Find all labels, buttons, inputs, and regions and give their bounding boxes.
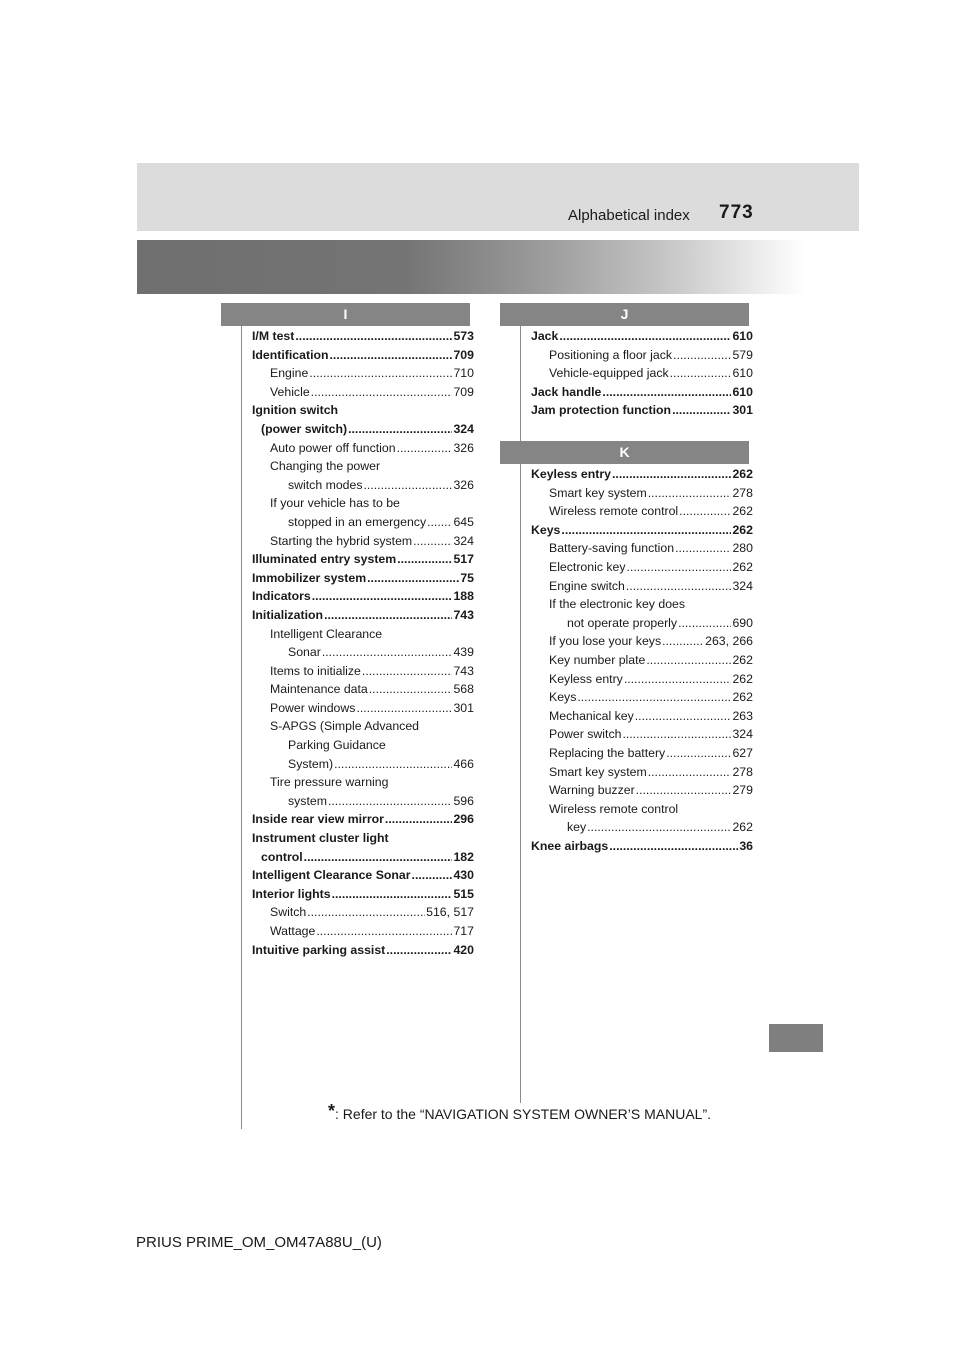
document-code: PRIUS PRIME_OM_OM47A88U_(U) [136,1234,382,1251]
column-rule-left [241,303,242,1129]
footnote [328,1101,711,1122]
index-subentry: Electronic key ..... 262 [531,558,753,577]
index-subentry: If you lose your keys ..... 263, 266 [531,632,753,651]
index-subentry-heading: S-APGS (Simple Advanced [270,719,419,734]
index-subentry: Wattage ..... 717 [252,922,474,941]
index-subentry-heading: Changing the power [270,459,381,474]
index-subentry-heading: Tire pressure warning [270,775,389,790]
section-header-i: I [221,303,470,326]
index-entry: Identification ..... 709 [252,346,474,365]
section-tab-marker [769,1024,823,1052]
index-subentry: Sonar ..... 439 [252,643,474,662]
index-entry: Keys ..... 262 [531,521,753,540]
index-entry: Jack ..... 610 [531,327,753,346]
index-entry: I/M test ..... 573 [252,327,474,346]
index-subentry-heading: Intelligent Clearance [270,626,383,641]
page-number: 773 [719,202,754,223]
index-subentry: Engine switch ..... 324 [531,577,753,596]
index-subentry: system ..... 596 [252,792,474,811]
index-entry: Jack handle ..... 610 [531,383,753,402]
index-subentry: Replacing the battery ..... 627 [531,744,753,763]
index-entry: Keyless entry ..... 262 [531,465,753,484]
index-subentry: Engine ..... 710 [252,364,474,383]
index-subentry: Key number plate ..... 262 [531,651,753,670]
index-subentry: Keyless entry ..... 262 [531,670,753,689]
index-subentry: Smart key system ..... 278 [531,763,753,782]
index-subentry: Positioning a floor jack ..... 579 [531,346,753,365]
header-gradient-band [137,240,805,294]
index-entry: Intuitive parking assist ..... 420 [252,941,474,960]
index-subentry: Warning buzzer ..... 279 [531,781,753,800]
index-column-i [252,327,474,959]
index-subentry: System) ..... 466 [252,755,474,774]
index-entry: Knee airbags ..... 36 [531,837,753,856]
index-entry: control ..... 182 [252,848,474,867]
footnote-star: * [328,1101,336,1121]
index-subentry: switch modes ..... 326 [252,476,474,495]
index-subentry: Items to initialize ..... 743 [252,662,474,681]
index-subentry: Auto power off function ..... 326 [252,439,474,458]
index-column-k [531,465,753,855]
index-column-j [531,327,753,420]
index-subentry-heading: Parking Guidance [288,738,386,753]
index-subentry: stopped in an emergency ..... 645 [252,513,474,532]
index-subentry: Battery-saving function ..... 280 [531,539,753,558]
index-subentry: Keys ..... 262 [531,688,753,707]
index-entry: Illuminated entry system ..... 517 [252,550,474,569]
footnote-text: : Refer to the “NAVIGATION SYSTEM OWNER’S MANUAL”. [335,1106,712,1122]
index-entry-heading: Ignition switch [252,403,339,418]
index-subentry: Maintenance data ..... 568 [252,680,474,699]
index-entry: Inside rear view mirror ..... 296 [252,810,474,829]
index-subentry-heading: If the electronic key does [549,597,686,612]
index-entry: Indicators ..... 188 [252,587,474,606]
index-entry: Initialization ..... 743 [252,606,474,625]
index-subentry-heading: If your vehicle has to be [270,496,400,511]
index-entry: Intelligent Clearance Sonar ..... 430 [252,866,474,885]
index-entry: Jam protection function ..... 301 [531,401,753,420]
index-subentry: Smart key system ..... 278 [531,484,753,503]
index-entry: Immobilizer system ..... 75 [252,569,474,588]
index-subentry: Vehicle ..... 709 [252,383,474,402]
index-entry: (power switch) ..... 324 [252,420,474,439]
index-subentry: not operate properly ..... 690 [531,614,753,633]
index-subentry: Power windows ..... 301 [252,699,474,718]
index-subentry: Switch ..... 516, 517 [252,903,474,922]
header-title: Alphabetical index [568,207,690,224]
index-subentry: Vehicle-equipped jack ..... 610 [531,364,753,383]
index-entry-heading: Instrument cluster light [252,831,389,846]
section-header-j: J [500,303,749,326]
index-subentry-heading: Wireless remote control [549,801,679,816]
column-rule-middle [520,303,521,1103]
index-subentry: Wireless remote control ..... 262 [531,502,753,521]
index-subentry: Mechanical key ..... 263 [531,707,753,726]
index-entry: Interior lights ..... 515 [252,885,474,904]
index-subentry: key ..... 262 [531,818,753,837]
index-subentry: Power switch ..... 324 [531,725,753,744]
index-subentry: Starting the hybrid system ..... 324 [252,532,474,551]
section-header-k: K [500,441,749,464]
